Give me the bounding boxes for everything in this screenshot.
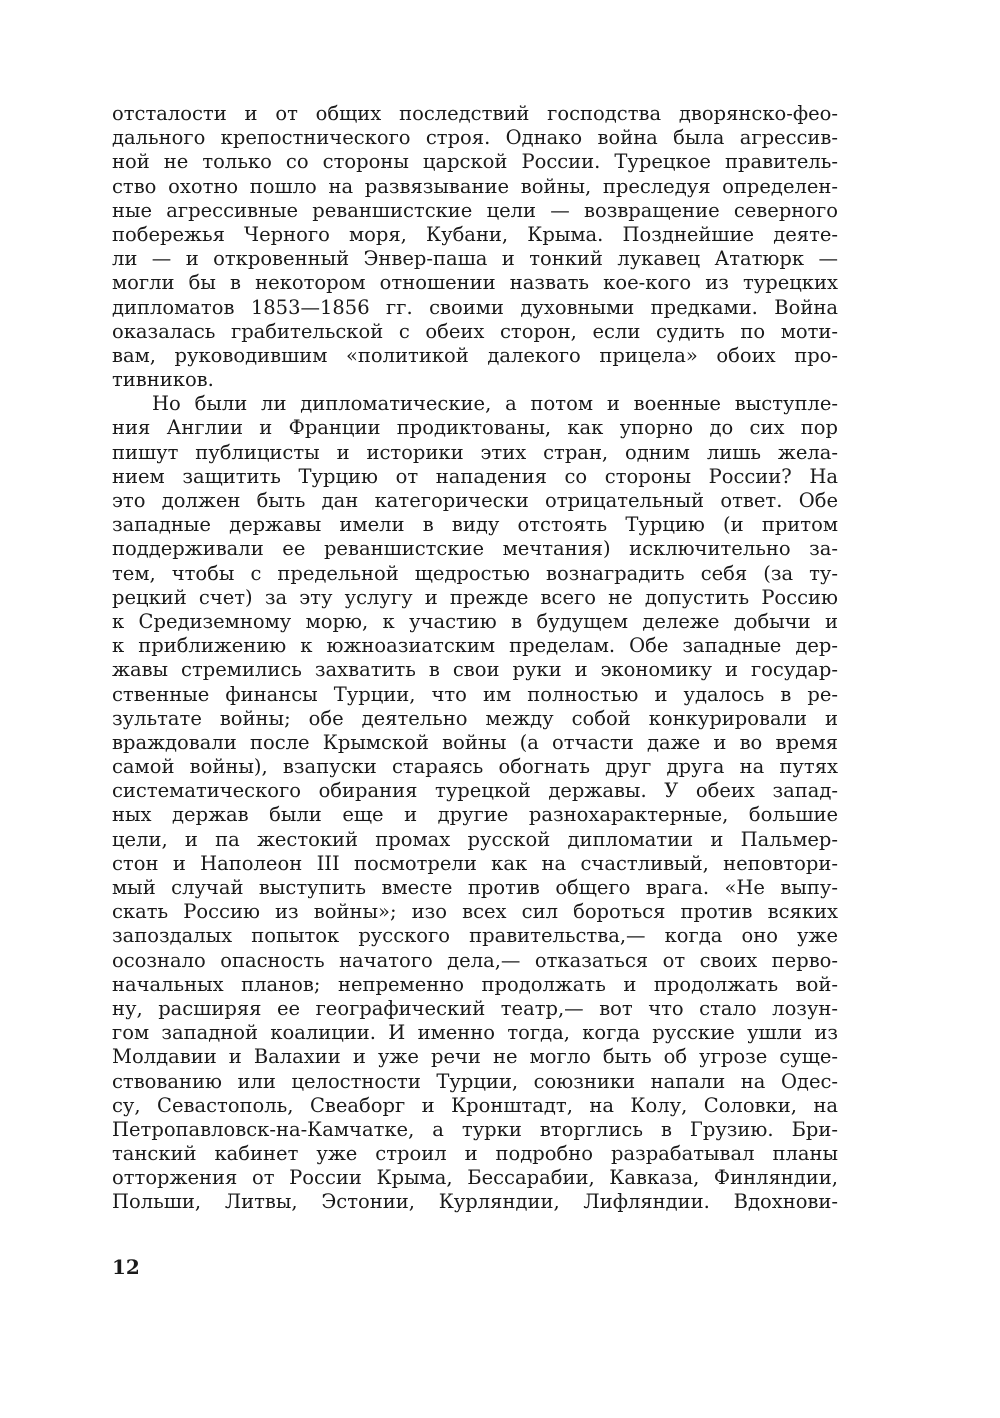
text-line: ство охотно пошло на развязывание войны, преследуя определен- — [112, 174, 838, 198]
text-line: жавы стремились захватить в свои руки и экономику и государ- — [112, 658, 838, 682]
text-line: начальных планов; непременно продолжать и продолжать вой- — [112, 972, 838, 996]
text-line: западные державы имели в виду отстоять Турцию (и притом — [112, 513, 838, 537]
text-line: ной не только со стороны царской России. Турецкое правитель- — [112, 150, 838, 174]
text-line: скать Россию из войны»; изо всех сил бороться против всяких — [112, 900, 838, 924]
text-line: к Средиземному морю, к участию в будущем дележе добычи и — [112, 609, 838, 633]
text-line: могли бы в некотором отношении назвать кое-кого из турецких — [112, 271, 838, 295]
text-line: ных держав были еще и другие разнохарактерные, большие — [112, 803, 838, 827]
text-line: тивников. — [112, 368, 214, 392]
text-line: ные агрессивные реваншистские цели — возвращение северного — [112, 198, 838, 222]
text-line: ственные финансы Турции, что им полностью и удалось в ре- — [112, 682, 838, 706]
text-line: ли — и откровенный Энвер-паша и тонкий лукавец Ататюрк — — [112, 247, 838, 271]
text-line: стон и Наполеон III посмотрели как на счастливый, неповтори- — [112, 851, 838, 875]
text-line: гом западной коалиции. И именно тогда, когда русские ушли из — [112, 1021, 838, 1045]
text-line: мый случай выступить вместе против общего врага. «Не выпу- — [112, 876, 838, 899]
text-line: нием защитить Турцию от нападения со стороны России? На — [112, 464, 838, 488]
text-line: ну, расширяя ее географический театр,— вот что стало лозун- — [112, 996, 838, 1020]
paragraph — [112, 102, 838, 392]
text-line: дального крепостнического строя. Однако война была агрессив- — [112, 126, 838, 150]
paragraph — [112, 392, 838, 1214]
text-line: осознало опасность начатого дела,— отказаться от своих перво- — [112, 948, 838, 972]
text-line: поддерживали ее реваншистские мечтания) исключительно за- — [112, 537, 838, 561]
text-line: ния Англии и Франции продиктованы, как упорно до сих пор — [112, 416, 838, 440]
text-line: цели, и па жестокий промах русской дипломатии и Пальмер- — [112, 827, 838, 851]
text-line: Петропавловск-на-Камчатке, а турки вторглись в Грузию. Бри- — [112, 1117, 838, 1141]
text-line: самой войны), взапуски стараясь обогнать друг друга на путях — [112, 755, 838, 779]
text-line: вам, руководившим «политикой далекого прицела» обоих про- — [112, 343, 838, 367]
text-line: запоздалых попыток русского правительства,— когда оно уже — [112, 924, 838, 948]
text-line: Польши, Литвы, Эстонии, Курляндии, Лифляндии. Вдохнови- — [112, 1190, 838, 1214]
text-line: оказалась грабительской с обеих сторон, если судить по моти- — [112, 319, 838, 343]
text-line: рецкий счет) за эту услугу и прежде всего не допустить Россию — [112, 585, 838, 609]
text-line: систематического обирания турецкой державы. У обеих запад- — [112, 779, 838, 803]
text-line: отторжения от России Крыма, Бессарабии, Кавказа, Финляндии, — [112, 1166, 838, 1190]
text-line: враждовали после Крымской войны (а отчасти даже и во время — [112, 730, 838, 754]
text-line: ствованию или целостности Турции, союзники напали на Одес- — [112, 1069, 838, 1093]
text-line: тем, чтобы с предельной щедростью вознаградить себя (за ту- — [112, 561, 838, 585]
text-line: побережья Черного моря, Кубани, Крыма. Позднейшие деяте- — [112, 222, 838, 246]
text-line: это должен быть дан категорически отрицательный ответ. Обе — [112, 489, 838, 512]
text-line: Но были ли дипломатические, а потом и военные выступле- — [152, 392, 838, 416]
text-line: к приближению к южноазиатским пределам. Обе западные дер- — [112, 634, 838, 658]
text-line: зультате войны; обе деятельно между собой конкурировали и — [112, 706, 838, 730]
text-line: пишут публицисты и историки этих стран, одним лишь жела- — [112, 440, 838, 464]
text-line: танский кабинет уже строил и подробно разрабатывал планы — [112, 1142, 838, 1166]
text-line: Молдавии и Валахии и уже речи не могло быть об угрозе суще- — [112, 1045, 838, 1069]
text-line: отсталости и от общих последствий господства дворянско-фео- — [112, 102, 838, 125]
body-text — [112, 102, 838, 1215]
page-number: 12 — [112, 1255, 140, 1279]
text-line: су, Севастополь, Свеаборг и Кронштадт, на Колу, Соловки, на — [112, 1093, 838, 1117]
text-line: дипломатов 1853—1856 гг. своими духовными предками. Война — [112, 295, 838, 319]
